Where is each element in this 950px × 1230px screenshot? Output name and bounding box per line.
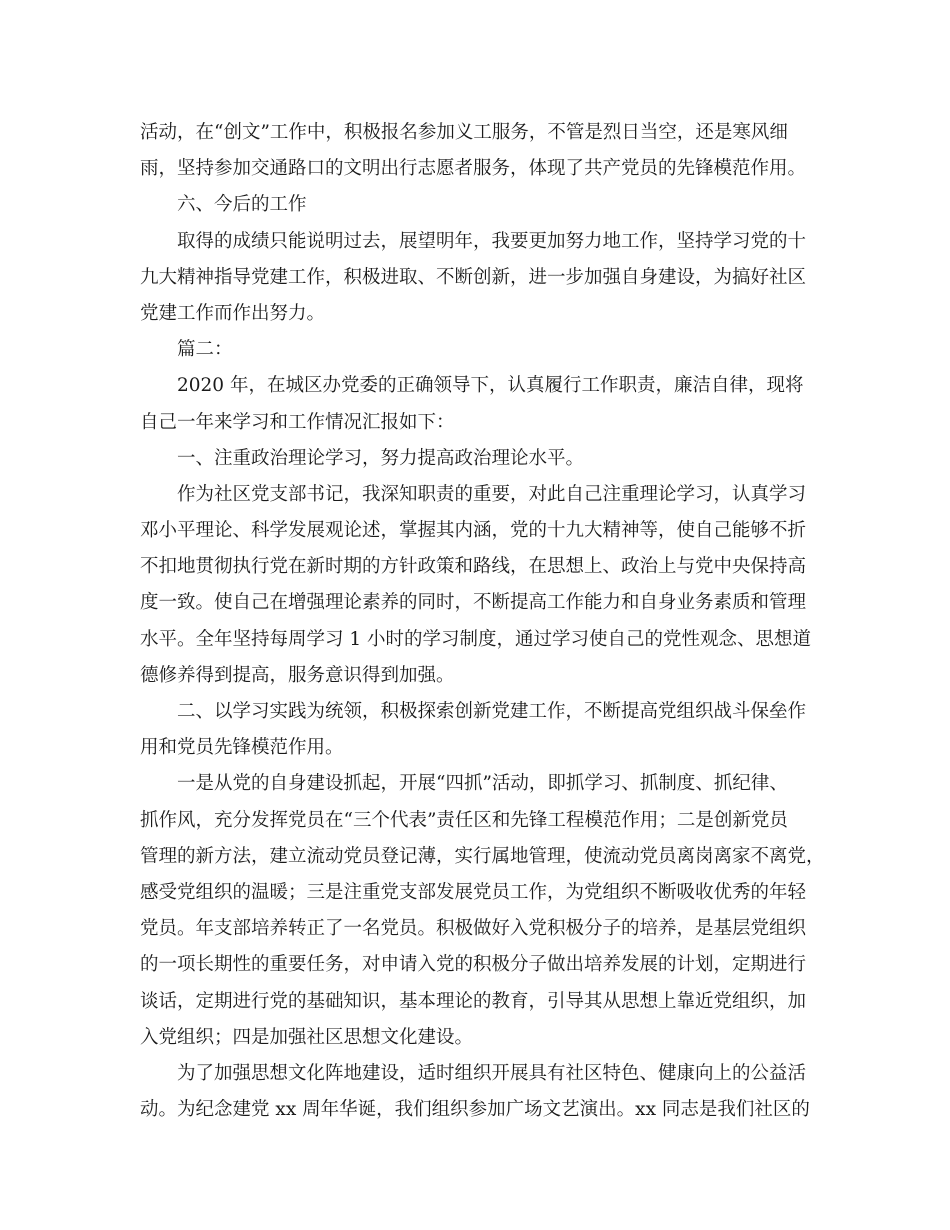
text-line: 抓作风，充分发挥党员在“三个代表”责任区和先锋工程模范作用；二是创新党员	[140, 809, 788, 831]
text-line: 雨，坚持参加交通路口的文明出行志愿者服务，体现了共产党员的先锋模范作用。	[140, 158, 807, 180]
text-line: 九大精神指导党建工作，积极进取、不断创新，进一步加强自身建设，为搞好社区	[140, 266, 807, 288]
text-line: 2020 年，在城区办党委的正确领导下，认真履行工作职责，廉洁自律，现将	[140, 375, 804, 397]
section-heading: 一、注重政治理论学习，努力提高政治理论水平。	[140, 447, 585, 469]
text-line: 自己一年来学习和工作情况汇报如下：	[140, 411, 455, 433]
text-line: 党员。年支部培养转正了一名党员。积极做好入党积极分子的培养，是基层党组织	[140, 918, 807, 940]
text-line: 邓小平理论、科学发展观论述，掌握其内涵，党的十九大精神等，使自己能够不折	[140, 520, 807, 542]
text-line: 管理的新方法，建立流动党员登记薄，实行属地管理，使流动党员离岗离家不离党，	[140, 845, 825, 867]
text-line: 德修养得到提高，服务意识得到加强。	[140, 664, 455, 686]
text-line: 活动，在“创文”工作中，积极报名参加义工服务，不管是烈日当空，还是寒风细	[140, 122, 788, 143]
text-line: 感受党组织的温暖；三是注重党支部发展党员工作，为党组织不断吸收优秀的年轻	[140, 881, 807, 903]
text-line: 度一致。使自己在增强理论素养的同时，不断提高工作能力和自身业务素质和管理	[140, 592, 807, 614]
text-line: 作为社区党支部书记，我深知职责的重要，对此自己注重理论学习，认真学习	[140, 483, 807, 505]
section-heading: 二、以学习实践为统领，积极探索创新党建工作，不断提高党组织战斗保垒作	[140, 701, 807, 722]
text-line: 用和党员先锋模范作用。	[140, 737, 344, 759]
text-line: 取得的成绩只能说明过去，展望明年，我要更加努力地工作，坚持学习党的十	[140, 230, 807, 252]
text-line: 不扣地贯彻执行党在新时期的方针政策和路线，在思想上、政治上与党中央保持高	[140, 556, 807, 578]
document-body	[140, 115, 825, 1128]
article-heading: 篇二：	[140, 339, 233, 361]
text-line: 水平。全年坚持每周学习 1 小时的学习制度，通过学习使自己的党性观念、思想道	[140, 628, 812, 650]
text-line: 一是从党的自身建设抓起，开展“四抓”活动，即抓学习、抓制度、抓纪律、	[140, 773, 788, 795]
text-line: 动。为纪念建党 xx 周年华诞，我们组织参加广场文艺演出。xx 同志是我们社区的	[140, 1099, 810, 1121]
section-heading: 六、今后的工作	[140, 194, 307, 216]
text-line: 的一项长期性的重要任务，对申请入党的积极分子做出培养发展的计划，定期进行	[140, 954, 807, 976]
text-line: 入党组织；四是加强社区思想文化建设。	[140, 1026, 474, 1048]
text-line: 谈话，定期进行党的基础知识，基本理论的教育，引导其从思想上靠近党组织，加	[140, 990, 807, 1012]
text-line: 为了加强思想文化阵地建设，适时组织开展具有社区特色、健康向上的公益活	[140, 1062, 807, 1084]
text-line: 党建工作而作出努力。	[140, 302, 326, 324]
